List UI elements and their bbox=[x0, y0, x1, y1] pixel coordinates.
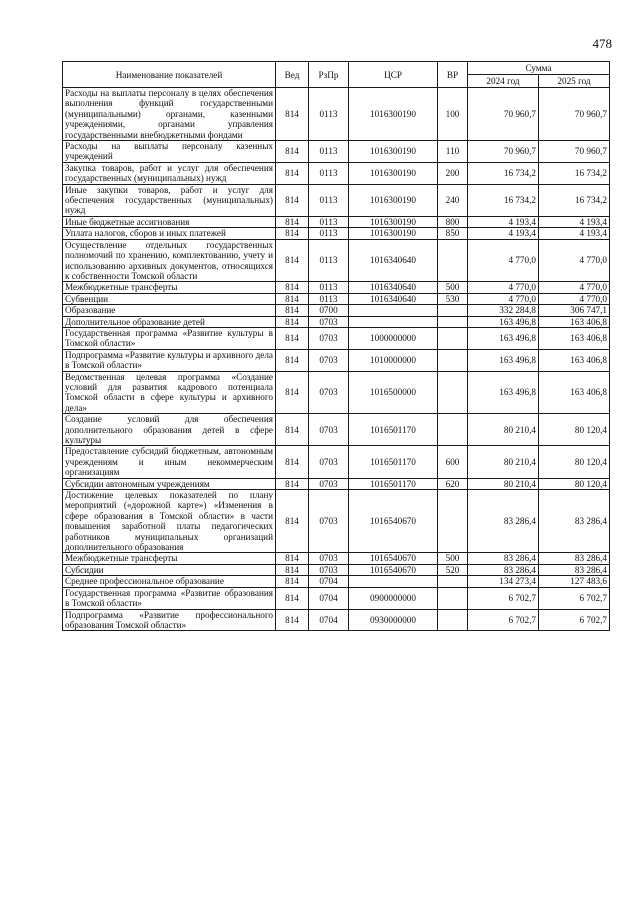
row-sum-2025: 4 193,4 bbox=[539, 228, 610, 239]
row-ved: 814 bbox=[276, 162, 309, 184]
header-csr: ЦСР bbox=[349, 62, 438, 88]
row-sum-2024: 83 286,4 bbox=[468, 553, 539, 564]
row-vr: 800 bbox=[438, 216, 468, 227]
row-csr: 1016300190 bbox=[349, 216, 438, 227]
row-sum-2025: 6 702,7 bbox=[539, 587, 610, 609]
row-ved: 814 bbox=[276, 446, 309, 478]
row-sum-2024: 70 960,7 bbox=[468, 88, 539, 141]
table-row bbox=[63, 576, 610, 587]
row-name: Расходы на выплаты персоналу в целях обеспечения выполнения функций государственными (муниципальными) органами, казенными учреждениями, органами управления государственными внебюджетными фондами bbox=[63, 88, 276, 141]
row-csr: 1016501170 bbox=[349, 478, 438, 489]
row-csr: 1016300190 bbox=[349, 162, 438, 184]
row-name: Уплата налогов, сборов и иных платежей bbox=[63, 228, 276, 239]
row-vr: 850 bbox=[438, 228, 468, 239]
row-ved: 814 bbox=[276, 414, 309, 446]
row-sum-2024: 4 770,0 bbox=[468, 239, 539, 282]
row-sum-2024: 163 496,8 bbox=[468, 316, 539, 327]
row-rzpr: 0703 bbox=[309, 371, 349, 414]
row-name: Иные закупки товаров, работ и услуг для обеспечения государственных (муниципальных) нужд bbox=[63, 184, 276, 216]
row-sum-2024: 4 770,0 bbox=[468, 293, 539, 304]
row-rzpr: 0700 bbox=[309, 305, 349, 316]
row-rzpr: 0703 bbox=[309, 478, 349, 489]
row-sum-2025: 4 770,0 bbox=[539, 293, 610, 304]
row-ved: 814 bbox=[276, 216, 309, 227]
row-sum-2024: 134 273,4 bbox=[468, 576, 539, 587]
row-sum-2024: 4 193,4 bbox=[468, 216, 539, 227]
row-vr bbox=[438, 305, 468, 316]
row-name: Создание условий для обеспечения дополнительного образования детей в сфере культуры bbox=[63, 414, 276, 446]
row-csr: 0900000000 bbox=[349, 587, 438, 609]
row-sum-2025: 83 286,4 bbox=[539, 564, 610, 575]
row-name: Расходы на выплаты персоналу казенных учреждений bbox=[63, 141, 276, 163]
row-ved: 814 bbox=[276, 349, 309, 371]
row-name: Ведомственная целевая программа «Создание условий для развития кадрового потенциала Томской области в сфере культуры и архивного дела» bbox=[63, 371, 276, 414]
row-sum-2025: 163 406,8 bbox=[539, 316, 610, 327]
row-name: Субвенции bbox=[63, 293, 276, 304]
row-sum-2025: 83 286,4 bbox=[539, 553, 610, 564]
row-sum-2024: 83 286,4 bbox=[468, 490, 539, 553]
row-csr: 1016540670 bbox=[349, 564, 438, 575]
table-body bbox=[63, 88, 610, 631]
row-rzpr: 0113 bbox=[309, 141, 349, 163]
row-vr: 530 bbox=[438, 293, 468, 304]
row-sum-2024: 70 960,7 bbox=[468, 141, 539, 163]
table-row bbox=[63, 327, 610, 349]
row-csr: 1016300190 bbox=[349, 184, 438, 216]
header-rzpr: РзПр bbox=[309, 62, 349, 88]
row-sum-2025: 70 960,7 bbox=[539, 141, 610, 163]
row-ved: 814 bbox=[276, 576, 309, 587]
row-rzpr: 0113 bbox=[309, 184, 349, 216]
page-number: 478 bbox=[592, 36, 612, 51]
row-ved: 814 bbox=[276, 587, 309, 609]
row-vr: 500 bbox=[438, 282, 468, 293]
row-ved: 814 bbox=[276, 371, 309, 414]
table-row bbox=[63, 305, 610, 316]
header-year-2025: 2025 год bbox=[539, 75, 610, 88]
table-row bbox=[63, 478, 610, 489]
header-ved: Вед bbox=[276, 62, 309, 88]
row-sum-2024: 163 496,8 bbox=[468, 371, 539, 414]
table-row bbox=[63, 162, 610, 184]
row-csr: 1000000000 bbox=[349, 327, 438, 349]
row-sum-2024: 83 286,4 bbox=[468, 564, 539, 575]
row-sum-2024: 163 496,8 bbox=[468, 327, 539, 349]
table-row bbox=[63, 587, 610, 609]
row-vr: 620 bbox=[438, 478, 468, 489]
row-rzpr: 0704 bbox=[309, 609, 349, 631]
row-vr: 110 bbox=[438, 141, 468, 163]
row-csr: 1016300190 bbox=[349, 228, 438, 239]
row-sum-2024: 16 734,2 bbox=[468, 162, 539, 184]
row-rzpr: 0703 bbox=[309, 553, 349, 564]
row-name: Закупка товаров, работ и услуг для обеспечения государственных (муниципальных) нужд bbox=[63, 162, 276, 184]
row-rzpr: 0113 bbox=[309, 228, 349, 239]
row-rzpr: 0703 bbox=[309, 564, 349, 575]
row-ved: 814 bbox=[276, 609, 309, 631]
table-row bbox=[63, 609, 610, 631]
row-sum-2025: 80 120,4 bbox=[539, 478, 610, 489]
row-rzpr: 0113 bbox=[309, 162, 349, 184]
row-rzpr: 0113 bbox=[309, 293, 349, 304]
row-ved: 814 bbox=[276, 478, 309, 489]
table-row bbox=[63, 228, 610, 239]
header-name: Наименование показателей bbox=[63, 62, 276, 88]
row-sum-2025: 16 734,2 bbox=[539, 162, 610, 184]
row-vr: 520 bbox=[438, 564, 468, 575]
row-name: Предоставление субсидий бюджетным, автономным учреждениям и иным некоммерческим организациям bbox=[63, 446, 276, 478]
row-csr: 1016540670 bbox=[349, 490, 438, 553]
row-vr bbox=[438, 327, 468, 349]
row-rzpr: 0113 bbox=[309, 239, 349, 282]
row-sum-2025: 163 406,8 bbox=[539, 371, 610, 414]
row-rzpr: 0704 bbox=[309, 587, 349, 609]
row-vr bbox=[438, 587, 468, 609]
table-row bbox=[63, 371, 610, 414]
row-csr: 1010000000 bbox=[349, 349, 438, 371]
row-name: Межбюджетные трансферты bbox=[63, 553, 276, 564]
row-vr bbox=[438, 576, 468, 587]
row-sum-2025: 80 120,4 bbox=[539, 414, 610, 446]
row-vr bbox=[438, 490, 468, 553]
row-sum-2024: 4 193,4 bbox=[468, 228, 539, 239]
row-rzpr: 0113 bbox=[309, 88, 349, 141]
row-vr bbox=[438, 349, 468, 371]
row-vr bbox=[438, 316, 468, 327]
row-ved: 814 bbox=[276, 293, 309, 304]
row-rzpr: 0703 bbox=[309, 490, 349, 553]
row-vr: 600 bbox=[438, 446, 468, 478]
row-csr: 1016340640 bbox=[349, 293, 438, 304]
table-row bbox=[63, 239, 610, 282]
row-csr: 1016540670 bbox=[349, 553, 438, 564]
row-sum-2024: 80 210,4 bbox=[468, 446, 539, 478]
table-row bbox=[63, 349, 610, 371]
row-sum-2025: 4 193,4 bbox=[539, 216, 610, 227]
row-csr bbox=[349, 576, 438, 587]
row-vr: 500 bbox=[438, 553, 468, 564]
table-row bbox=[63, 88, 610, 141]
row-csr: 1016300190 bbox=[349, 141, 438, 163]
row-name: Государственная программа «Развитие образования в Томской области» bbox=[63, 587, 276, 609]
row-rzpr: 0703 bbox=[309, 316, 349, 327]
row-ved: 814 bbox=[276, 184, 309, 216]
table-row bbox=[63, 293, 610, 304]
row-ved: 814 bbox=[276, 327, 309, 349]
row-sum-2025: 127 483,6 bbox=[539, 576, 610, 587]
row-sum-2025: 4 770,0 bbox=[539, 282, 610, 293]
row-name: Достижение целевых показателей по плану мероприятий («дорожной карте») «Изменения в сфере образования в Томской области» в части повышения заработной платы педагогических работников муниципальных организаций дополнительного образования bbox=[63, 490, 276, 553]
table-row bbox=[63, 282, 610, 293]
row-csr bbox=[349, 316, 438, 327]
row-sum-2025: 163 406,8 bbox=[539, 349, 610, 371]
row-sum-2024: 332 284,8 bbox=[468, 305, 539, 316]
row-vr bbox=[438, 414, 468, 446]
row-name: Межбюджетные трансферты bbox=[63, 282, 276, 293]
row-vr bbox=[438, 371, 468, 414]
row-ved: 814 bbox=[276, 88, 309, 141]
row-sum-2024: 4 770,0 bbox=[468, 282, 539, 293]
header-year-2024: 2024 год bbox=[468, 75, 539, 88]
table-row bbox=[63, 141, 610, 163]
row-vr bbox=[438, 239, 468, 282]
row-sum-2025: 306 747,1 bbox=[539, 305, 610, 316]
row-csr: 1016501170 bbox=[349, 446, 438, 478]
row-sum-2025: 70 960,7 bbox=[539, 88, 610, 141]
row-ved: 814 bbox=[276, 228, 309, 239]
row-name: Подпрограмма «Развитие культуры и архивного дела в Томской области» bbox=[63, 349, 276, 371]
row-sum-2025: 83 286,4 bbox=[539, 490, 610, 553]
table-row bbox=[63, 216, 610, 227]
row-ved: 814 bbox=[276, 553, 309, 564]
row-name: Подпрограмма «Развитие профессионального образования Томской области» bbox=[63, 609, 276, 631]
row-name: Осуществление отдельных государственных полномочий по хранению, комплектованию, учету и использованию архивных документов, относящихся к собственности Томской области bbox=[63, 239, 276, 282]
row-csr: 0930000000 bbox=[349, 609, 438, 631]
row-name: Государственная программа «Развитие культуры в Томской области» bbox=[63, 327, 276, 349]
row-rzpr: 0703 bbox=[309, 446, 349, 478]
row-name: Субсидии автономным учреждениям bbox=[63, 478, 276, 489]
row-sum-2024: 80 210,4 bbox=[468, 478, 539, 489]
row-rzpr: 0703 bbox=[309, 349, 349, 371]
row-rzpr: 0113 bbox=[309, 216, 349, 227]
row-name: Иные бюджетные ассигнования bbox=[63, 216, 276, 227]
row-name: Дополнительное образование детей bbox=[63, 316, 276, 327]
row-vr bbox=[438, 609, 468, 631]
table-row bbox=[63, 316, 610, 327]
row-csr: 1016500000 bbox=[349, 371, 438, 414]
table-row bbox=[63, 184, 610, 216]
row-name: Образование bbox=[63, 305, 276, 316]
row-sum-2025: 16 734,2 bbox=[539, 184, 610, 216]
row-rzpr: 0704 bbox=[309, 576, 349, 587]
row-csr: 1016340640 bbox=[349, 282, 438, 293]
header-vr: ВР bbox=[438, 62, 468, 88]
row-rzpr: 0113 bbox=[309, 282, 349, 293]
row-sum-2024: 6 702,7 bbox=[468, 587, 539, 609]
table-row bbox=[63, 490, 610, 553]
row-ved: 814 bbox=[276, 490, 309, 553]
row-sum-2025: 4 770,0 bbox=[539, 239, 610, 282]
row-sum-2025: 163 406,8 bbox=[539, 327, 610, 349]
row-rzpr: 0703 bbox=[309, 414, 349, 446]
row-sum-2024: 16 734,2 bbox=[468, 184, 539, 216]
row-csr bbox=[349, 305, 438, 316]
row-csr: 1016501170 bbox=[349, 414, 438, 446]
row-ved: 814 bbox=[276, 239, 309, 282]
row-sum-2024: 80 210,4 bbox=[468, 414, 539, 446]
row-vr: 240 bbox=[438, 184, 468, 216]
row-vr: 100 bbox=[438, 88, 468, 141]
row-ved: 814 bbox=[276, 564, 309, 575]
row-sum-2024: 6 702,7 bbox=[468, 609, 539, 631]
row-name: Среднее профессиональное образование bbox=[63, 576, 276, 587]
row-vr: 200 bbox=[438, 162, 468, 184]
row-rzpr: 0703 bbox=[309, 327, 349, 349]
table-row bbox=[63, 414, 610, 446]
row-sum-2025: 80 120,4 bbox=[539, 446, 610, 478]
table-row bbox=[63, 564, 610, 575]
row-sum-2024: 163 496,8 bbox=[468, 349, 539, 371]
budget-table bbox=[62, 61, 610, 631]
row-ved: 814 bbox=[276, 282, 309, 293]
row-csr: 1016300190 bbox=[349, 88, 438, 141]
row-csr: 1016340640 bbox=[349, 239, 438, 282]
row-sum-2025: 6 702,7 bbox=[539, 609, 610, 631]
row-name: Субсидии bbox=[63, 564, 276, 575]
header-sum: Сумма bbox=[468, 62, 610, 75]
table-row bbox=[63, 553, 610, 564]
row-ved: 814 bbox=[276, 305, 309, 316]
table-row bbox=[63, 446, 610, 478]
row-ved: 814 bbox=[276, 316, 309, 327]
row-ved: 814 bbox=[276, 141, 309, 163]
